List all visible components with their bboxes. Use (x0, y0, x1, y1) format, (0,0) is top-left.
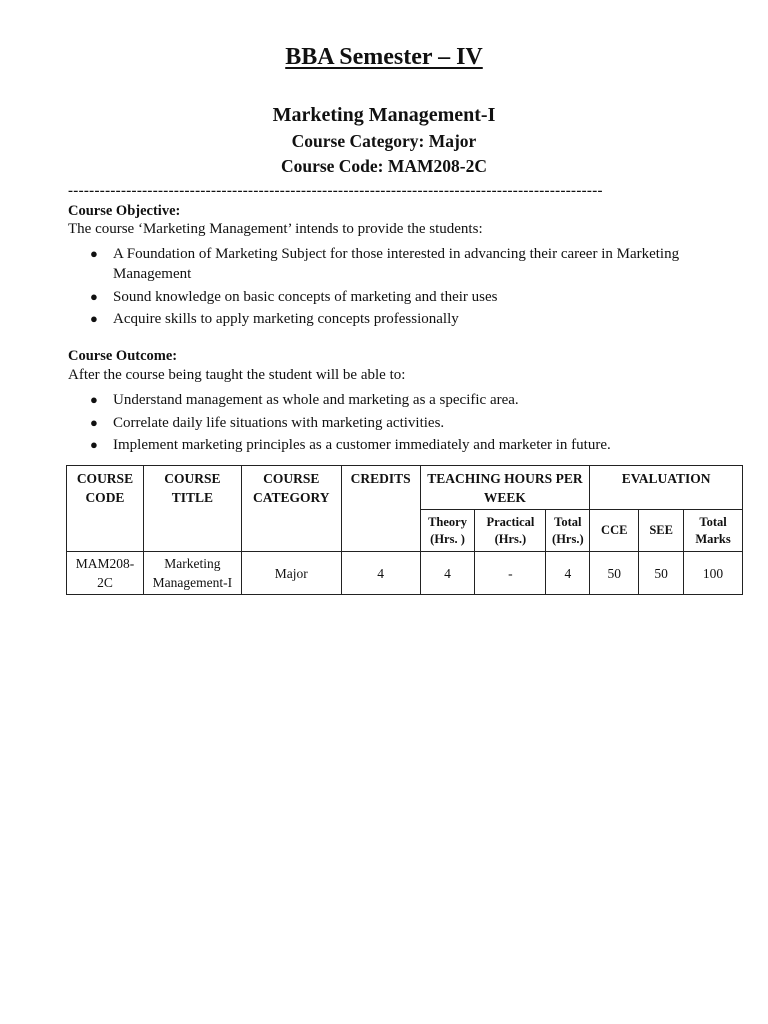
outcome-intro: After the course being taught the student will be able to: (68, 367, 406, 383)
header-credits: CREDITS (341, 466, 420, 552)
cell-practical: - (475, 552, 546, 595)
course-subject: Marketing Management-I (272, 104, 496, 126)
header-course-title: COURSE TITLE (143, 466, 241, 552)
subheader-cce: CCE (590, 510, 639, 552)
header-evaluation: EVALUATION (590, 466, 743, 510)
bullet-icon: ● (90, 246, 98, 261)
cell-course-code: MAM208-2C (67, 552, 144, 595)
objective-list (88, 244, 708, 332)
cell-theory: 4 (420, 552, 475, 595)
table-header-row (67, 466, 743, 510)
table-row (67, 552, 743, 595)
header-teaching-hours: TEACHING HOURS PER WEEK (420, 466, 590, 510)
cell-see: 50 (639, 552, 684, 595)
objective-intro: The course ‘Marketing Management’ intends to provide the students: (68, 221, 483, 237)
subheader-theory: Theory (Hrs. ) (420, 510, 475, 552)
cell-cce: 50 (590, 552, 639, 595)
bullet-icon: ● (90, 437, 98, 452)
outcome-item: ● Implement marketing principles as a customer immediately and marketer in future. (90, 437, 611, 453)
bullet-icon: ● (90, 392, 98, 407)
outcome-list (88, 390, 708, 458)
cell-credits: 4 (341, 552, 420, 595)
bullet-icon: ● (90, 414, 98, 430)
bullet-icon: ● (90, 311, 98, 326)
header-course-code: COURSE CODE (67, 466, 144, 552)
course-category-line: Course Category: Major (291, 131, 477, 151)
objective-item: ● Acquire skills to apply marketing concepts professionally (90, 311, 459, 327)
objective-item: ● Sound knowledge on basic concepts of marketing and their uses (90, 288, 498, 305)
subheader-total-hrs: Total (Hrs.) (546, 510, 590, 552)
subheader-practical: Practical (Hrs.) (475, 510, 546, 552)
dashed-divider: ----------------------------------------------------------------------------------------------------- (68, 183, 603, 199)
bullet-icon: ● (90, 288, 98, 304)
course-table (66, 465, 743, 595)
cell-total-marks: 100 (684, 552, 743, 595)
outcome-item: ● Understand management as whole and marketing as a specific area. (90, 392, 519, 408)
document-title: BBA Semester – IV (285, 44, 483, 70)
cell-total-hrs: 4 (546, 552, 590, 595)
objective-item: ● A Foundation of Marketing Subject for those interested in advancing their career in Marketing Management (90, 246, 680, 282)
cell-course-category: Major (241, 552, 341, 595)
course-code-line: Course Code: MAM208-2C (280, 156, 488, 176)
outcome-heading: Course Outcome: (68, 348, 178, 364)
outcome-item: ● Correlate daily life situations with marketing activities. (90, 414, 445, 431)
subheader-total-marks: Total Marks (684, 510, 743, 552)
header-course-category: COURSE CATEGORY (241, 466, 341, 552)
objective-heading: Course Objective: (68, 203, 181, 219)
cell-course-title: Marketing Management-I (143, 552, 241, 595)
subheader-see: SEE (639, 510, 684, 552)
